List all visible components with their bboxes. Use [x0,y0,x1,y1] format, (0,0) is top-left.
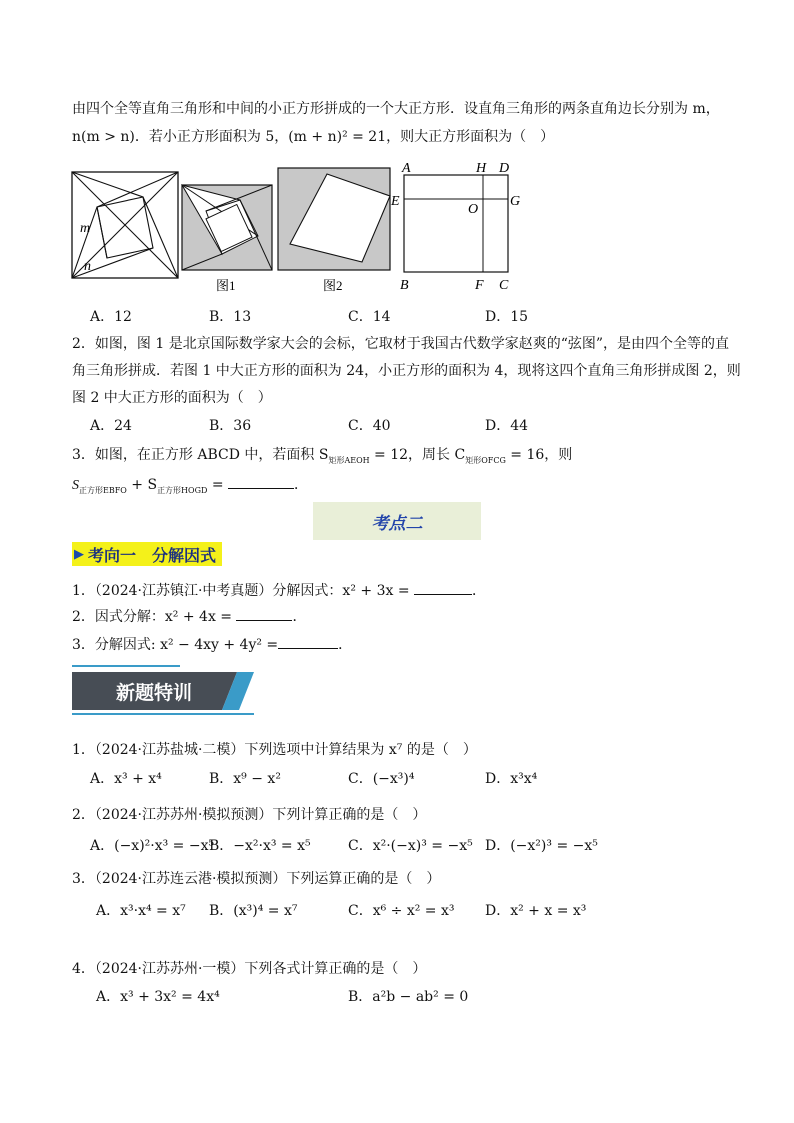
q2-option-c[interactable]: C．40 [348,418,391,434]
factor-q1: 1．（2024·江苏镇江·中考真题）分解因式：x² + 3x = ． [72,580,486,600]
q1-option-d[interactable]: D．15 [485,309,529,325]
q1-option-a[interactable]: A．12 [90,309,132,325]
point-c: C [499,278,509,293]
point-h: H [476,161,487,176]
geometry-figures [0,0,794,300]
xq4-option-a[interactable]: A．x³ + 3x² = 4x⁴ [96,989,220,1005]
label-n: n [84,259,91,274]
factor-q2: 2．因式分解：x² + 4x = ． [72,606,306,626]
section-heading-kaodian: 考点二 [313,502,481,540]
xq1-option-c[interactable]: C．(−x³)⁴ [348,771,415,787]
xq2-stem: 2．（2024·江苏苏州·模拟预测）下列计算正确的是（ ） [72,807,427,823]
xq1-stem: 1．（2024·江苏盐城·二模）下列选项中计算结果为 x⁷ 的是（ ） [72,742,477,758]
caption-figure-2: 图2 [323,278,343,293]
banner-label: 新题特训 [116,682,193,704]
q2-line-3: 图 2 中大正方形的面积为（ ） [72,390,272,406]
factor-q3: 3．分解因式: x² − 4xy + 4y² = ． [72,634,352,654]
point-e: E [391,194,400,209]
xq3-option-d[interactable]: D．x² + x = x³ [485,903,587,919]
label-m: m [80,221,91,236]
square-abcd-diagram [404,175,508,272]
triangle-marker-icon: ▶ [74,546,84,562]
xq4-stem: 4．（2024·江苏苏州·一模）下列各式计算正确的是（ ） [72,961,427,977]
factor-q1-blank[interactable] [414,580,472,595]
q1-option-c[interactable]: C．14 [348,309,391,325]
xq1-option-b[interactable]: B．x⁹ − x² [209,771,281,787]
banner-new-topic-training [72,664,254,716]
point-b: B [400,278,409,293]
q3-line-1: 3．如图，在正方形 ABCD 中，若面积 $S_{矩形AEOH} = 12$，周长 $C_{矩形OFCG} = 16$，则 [72,447,573,465]
xq1-option-d[interactable]: D．x³x⁴ [485,771,538,787]
factor-q3-blank[interactable] [278,634,338,649]
point-d: D [499,161,510,176]
q2-option-d[interactable]: D．44 [485,418,529,434]
point-a: A [402,161,411,176]
figure-1-zhao-shuang-diagram [182,185,272,270]
xq2-option-c[interactable]: C．x²·(−x)³ = −x⁵ [348,838,473,854]
q3-answer-blank[interactable] [228,474,294,489]
intro-line-2: n(m > n)．若小正方形面积为 5，(m + n)² = 21，则大正方形面积为（ ） [72,129,555,145]
point-o: O [468,202,479,217]
xq4-option-b[interactable]: B．a²b − ab² = 0 [348,989,469,1005]
xq2-option-d[interactable]: D．(−x²)³ = −x⁵ [485,838,598,854]
xq3-option-a[interactable]: A．x³·x⁴ = x⁷ [96,903,186,919]
point-g: G [510,194,521,209]
xq3-option-c[interactable]: C．x⁶ ÷ x² = x³ [348,903,455,919]
subsection-heading-kaoxiang: ▶ 考向一 分解因式 [72,542,222,566]
xq2-option-a[interactable]: A．(−x)²·x³ = −x⁵ [90,838,215,854]
xq1-option-a[interactable]: A．x³ + x⁴ [90,771,162,787]
q2-line-1: 2．如图，图 1 是北京国际数学家大会的会标，它取材于我国古代数学家赵爽的“弦图”，是由四个全等的直 [72,336,730,352]
point-f: F [475,278,484,293]
q3-line-2: $S_{正方形EBFO} + S_{正方形HOGD}$ = ． [72,474,308,496]
caption-figure-1: 图1 [216,278,236,293]
xq3-option-b[interactable]: B．(x³)⁴ = x⁷ [209,903,298,919]
q1-option-b[interactable]: B．13 [209,309,252,325]
q2-option-b[interactable]: B．36 [209,418,252,434]
figure-2-square-diagram [278,168,390,270]
xq3-stem: 3．（2024·江苏连云港·模拟预测）下列运算正确的是（ ） [72,871,441,887]
factor-q2-blank[interactable] [236,606,292,621]
intro-line-1: 由四个全等直角三角形和中间的小正方形拼成的一个大正方形．设直角三角形的两条直角边长分别为 m， [72,101,720,117]
q2-line-2: 角三角形拼成．若图 1 中大正方形的面积为 24，小正方形的面积为 4，现将这四个直角三角形拼成图 2，则 [72,363,741,379]
q2-option-a[interactable]: A．24 [90,418,132,434]
xq2-option-b[interactable]: B．−x²·x³ = x⁵ [209,838,311,854]
